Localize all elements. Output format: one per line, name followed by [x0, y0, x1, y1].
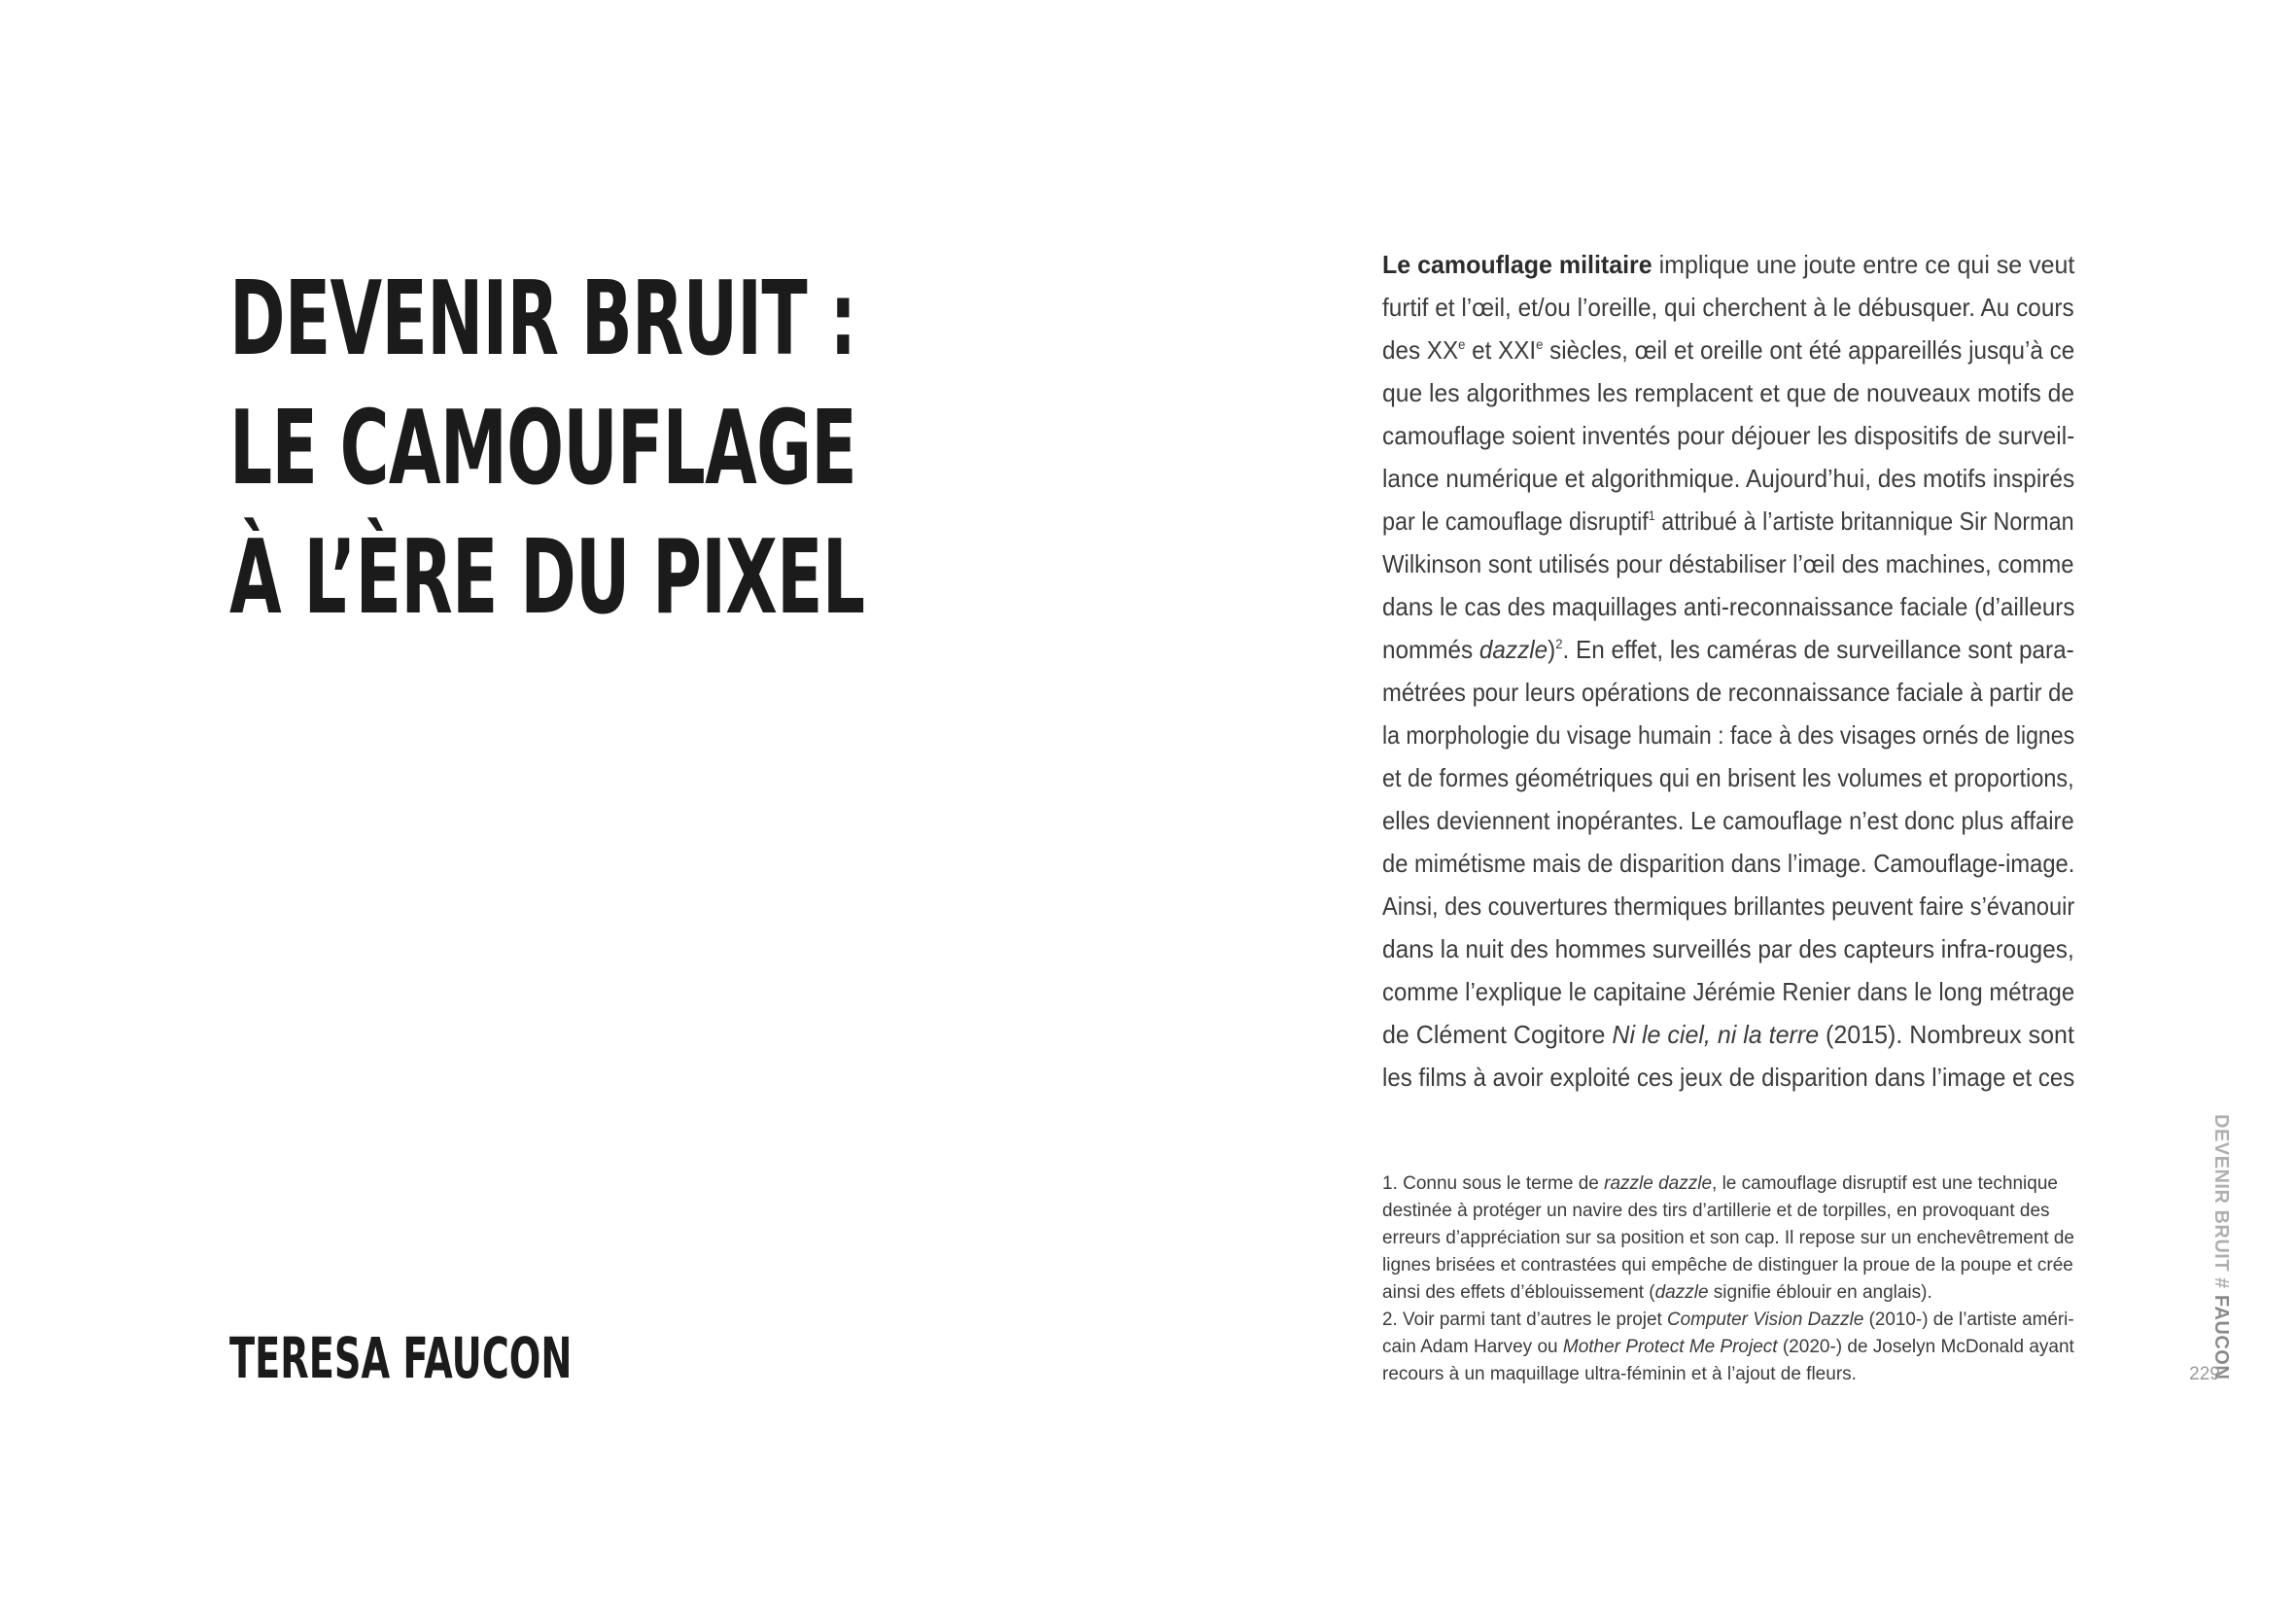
body-line [1382, 1013, 2074, 1056]
body-line-fragment: que les algorithmes les remplacent et que de nouveaux motifs de [1382, 378, 2075, 407]
body-line [1382, 927, 2074, 970]
body-line-fragment: métrées pour leurs opérations de reconnaissance faciale à partir de [1382, 678, 2074, 707]
body-line-fragment: (2015). Nombreux sont [1819, 1020, 2074, 1049]
body-line [1382, 500, 2074, 542]
body-line [1382, 1056, 2075, 1099]
body-line [1382, 799, 2074, 842]
body-line-fragment: et XXI [1465, 335, 1537, 365]
chapter-title-line: LE CAMOUFLAGE [229, 389, 857, 507]
footnote-line-fragment: (2020-) de Joselyn McDonald ayant [1777, 1337, 2074, 1357]
body-line [1382, 885, 2075, 927]
body-line-fragment: 2 [1555, 636, 1563, 651]
body-line [1382, 714, 2075, 756]
chapter-title-line: DEVENIR BRUIT : [229, 260, 856, 378]
body-line [1382, 628, 2074, 671]
running-head-title: DEVENIR BRUIT [2210, 1114, 2232, 1273]
footnote-line-fragment: 2. Voir parmi tant d’autres le projet [1382, 1310, 1668, 1330]
body-line-fragment: comme l’explique le capitaine Jérémie Renier dans le long métrage [1382, 977, 2075, 1006]
body-line-fragment: dans la nuit des hommes surveillés par des capteurs infra-rouges, [1382, 934, 2074, 963]
footnote-line-fragment: cain Adam Harvey ou [1382, 1337, 1563, 1357]
body-text [1382, 243, 2074, 1099]
footnote-line [1382, 1334, 2074, 1361]
footnote-line-fragment: erreurs d’appréciation sur sa position et son cap. Il repose sur un enchevêtrement de [1382, 1228, 2074, 1248]
body-line-fragment: Le camouflage militaire [1382, 250, 1652, 279]
footnote-line [1382, 1198, 2074, 1225]
footnote-line [1382, 1225, 2072, 1252]
body-line-fragment: siècles, œil et oreille ont été appareillés jusqu’à ce [1543, 335, 2075, 365]
body-line-fragment: la morphologie du visage humain : face à des visages ornés de lignes [1382, 720, 2075, 750]
body-line-fragment: attribué à l’artiste britannique Sir Norman [1654, 507, 2074, 536]
body-line-fragment: des XX [1382, 335, 1459, 365]
body-line [1382, 286, 2074, 329]
footnote-line-fragment: 1. Connu sous le terme de [1382, 1173, 1605, 1194]
footnote-line [1382, 1252, 2074, 1279]
body-line-fragment: Wilkinson sont utilisés pour déstabiliser l’œil des machines, comme [1382, 549, 2074, 578]
footnote-line [1382, 1279, 2074, 1307]
body-line-fragment: ) [1548, 635, 1556, 664]
body-line [1382, 585, 2075, 628]
body-line-fragment: e [1458, 336, 1466, 352]
footnote-line-fragment: Computer Vision Dazzle [1667, 1310, 1864, 1330]
footnote-line-fragment: razzle dazzle [1604, 1173, 1713, 1194]
body-line [1382, 329, 2075, 371]
body-line-fragment: dans le cas des maquillages anti-reconnaissance faciale (d’ailleurs [1382, 592, 2075, 621]
body-line-fragment: camouflage soient inventés pour déjouer les dispositifs de surveil- [1382, 421, 2075, 450]
body-line-fragment: furtif et l’œil, et/ou l’oreille, qui cherchent à le débusquer. Au cours [1382, 293, 2074, 322]
body-line [1382, 842, 2075, 885]
footnote-line-fragment: dazzle [1654, 1282, 1709, 1303]
body-line-fragment: elles deviennent inopérantes. Le camouflage n’est donc plus affaire [1382, 806, 2074, 835]
chapter-author: TERESA FAUCON [229, 1325, 573, 1391]
body-line [1382, 371, 2075, 414]
body-line [1382, 542, 2074, 585]
body-line-fragment: lance numérique et algorithmique. Aujourd’hui, des motifs inspirés [1382, 464, 2075, 493]
body-line [1382, 457, 2075, 500]
body-line [1382, 671, 2074, 714]
footnote-line [1382, 1170, 2074, 1198]
footnote-line-fragment: (2010-) de l’artiste améri- [1863, 1310, 2074, 1330]
footnote-line [1382, 1307, 2074, 1334]
body-line-fragment: 1 [1648, 507, 1655, 523]
footnotes [1382, 1170, 2074, 1388]
footnote-line-fragment: ainsi des effets d’éblouissement ( [1382, 1282, 1655, 1303]
body-line-fragment: les films à avoir exploité ces jeux de disparition dans l’image et ces [1382, 1063, 2075, 1092]
running-head-separator: # [2210, 1277, 2232, 1289]
body-line-fragment: . En effet, les caméras de surveillance sont para- [1562, 635, 2074, 664]
chapter-title [229, 255, 864, 643]
body-line-fragment: nommés [1382, 635, 1479, 664]
footnote-line-fragment: signifie éblouir en anglais). [1708, 1282, 1932, 1303]
body-line-fragment: de mimétisme mais de disparition dans l’image. Camouflage-image. [1382, 849, 2075, 878]
footnote-line-fragment: , le camouflage disruptif est une technique [1712, 1173, 2058, 1194]
body-line-fragment: Ni le ciel, ni la terre [1612, 1020, 1820, 1049]
body-line-fragment: et de formes géométriques qui en brisent les volumes et proportions, [1382, 763, 2074, 792]
page-number: 229 [2189, 1364, 2220, 1384]
body-line-fragment: e [1536, 336, 1544, 352]
body-line-fragment: dazzle [1478, 635, 1548, 664]
footnote-line [1382, 1361, 2074, 1388]
body-line-fragment: implique une joute entre ce qui se veut [1652, 250, 2075, 279]
chapter-title-line: À L’ÈRE DU PIXEL [229, 518, 865, 637]
body-line [1382, 756, 2074, 799]
footnote-line-fragment: recours à un maquillage ultra-féminin et à l’ajout de fleurs. [1382, 1364, 1857, 1384]
footnote-line-fragment: lignes brisées et contrastées qui empêche de distinguer la proue de la poupe et crée [1382, 1255, 2073, 1275]
body-line [1382, 243, 2075, 286]
running-head-author: FAUCON [2210, 1294, 2232, 1380]
body-line [1382, 414, 2075, 457]
footnote-line-fragment: destinée à protéger un navire des tirs d’artillerie et de torpilles, en provoquant des [1382, 1201, 2050, 1221]
body-line-fragment: par le camouflage disruptif [1382, 507, 1649, 536]
body-line-fragment: de Clément Cogitore [1382, 1020, 1613, 1049]
body-line-fragment: Ainsi, des couvertures thermiques brillantes peuvent faire s’évanouir [1382, 891, 2075, 921]
body-line [1382, 970, 2075, 1013]
footnote-line-fragment: Mother Protect Me Project [1562, 1337, 1778, 1357]
